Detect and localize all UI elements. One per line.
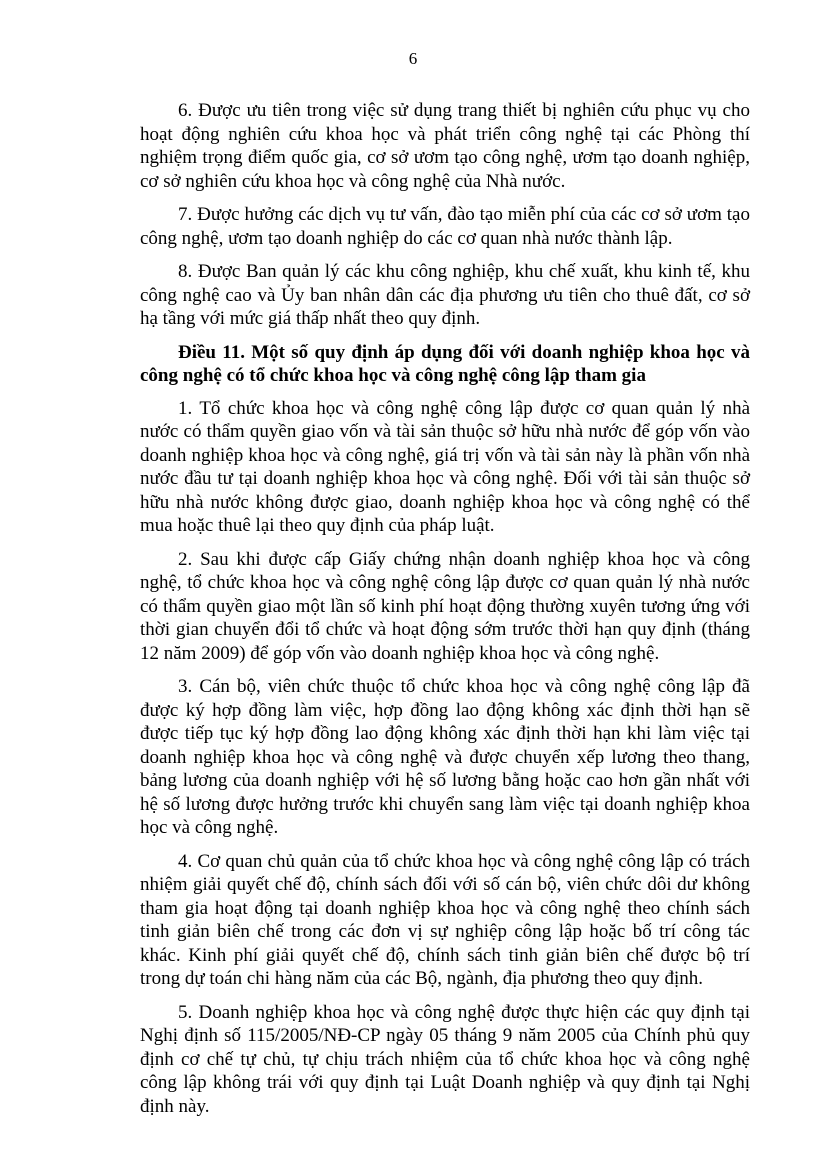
- paragraph-article-11-clause-4: 4. Cơ quan chủ quản của tổ chức khoa học và công nghệ công lập có trách nhiệm giải quyết chế độ, chính sách đối với số cán bộ, viên chức dôi dư không tham gia hoạt động tại doanh nghiệp khoa học và công nghệ theo chính sách tinh giản biên chế trong các đơn vị sự nghiệp công lập hoặc bố trí công tác khác. Kinh phí giải quyết chế độ, chính sách tinh giản biên chế được bộ trí trong dự toán chi hàng năm của các Bộ, ngành, địa phương theo quy định.: [140, 850, 750, 989]
- document-body: [140, 99, 750, 1128]
- page-number: 6: [408, 49, 418, 68]
- paragraph-clause-7: 7. Được hưởng các dịch vụ tư vấn, đào tạo miễn phí của các cơ sở ươm tạo công nghệ, ươm tạo doanh nghiệp do các cơ quan nhà nước thành lập.: [140, 204, 750, 249]
- paragraph-article-11-clause-2: 2. Sau khi được cấp Giấy chứng nhận doanh nghiệp khoa học và công nghệ, tổ chức khoa học và công nghệ công lập được cơ quan quản lý nhà nước có thẩm quyền giao một lần số kinh phí hoạt động thường xuyên tương ứng với thời gian chuyển đổi tổ chức và hoạt động sớm trước thời hạn quy định (tháng 12 năm 2009) để góp vốn vào doanh nghiệp khoa học và công nghệ.: [140, 548, 750, 664]
- paragraph-article-11-clause-5: 5. Doanh nghiệp khoa học và công nghệ được thực hiện các quy định tại Nghị định số 115/2005/NĐ-CP ngày 05 tháng 9 năm 2005 của Chính phủ quy định cơ chế tự chủ, tự chịu trách nhiệm của tổ chức khoa học và công nghệ công lập không trái với quy định tại Luật Doanh nghiệp và quy định tại Nghị định này.: [140, 1001, 750, 1117]
- paragraph-clause-8: 8. Được Ban quản lý các khu công nghiệp, khu chế xuất, khu kinh tế, khu công nghệ cao và Ủy ban nhân dân các địa phương ưu tiên cho thuê đất, cơ sở hạ tầng với mức giá thấp nhất theo quy định.: [140, 261, 750, 329]
- paragraph-article-11-clause-3: 3. Cán bộ, viên chức thuộc tổ chức khoa học và công nghệ công lập đã được ký hợp đồng làm việc, hợp đồng lao động không xác định thời hạn sẽ được tiếp tục ký hợp đồng lao động không xác định thời hạn khi làm việc tại doanh nghiệp khoa học và công nghệ và được chuyển xếp lương theo thang, bảng lương của doanh nghiệp với hệ số lương bằng hoặc cao hơn gần nhất với hệ số lương được hưởng trước khi chuyển sang làm việc tại doanh nghiệp khoa học và công nghệ.: [140, 676, 750, 838]
- article-11-heading: Điều 11. Một số quy định áp dụng đối với doanh nghiệp khoa học và công nghệ có tổ chức khoa học và công nghệ công lập tham gia: [140, 341, 750, 386]
- paragraph-article-11-clause-1: 1. Tổ chức khoa học và công nghệ công lập được cơ quan quản lý nhà nước có thẩm quyền giao vốn và tài sản thuộc sở hữu nhà nước để góp vốn vào doanh nghiệp khoa học và công nghệ, giá trị vốn và tài sản này là phần vốn nhà nước đầu tư tại doanh nghiệp khoa học và công nghệ. Đối với tài sản thuộc sở hữu nhà nước không được giao, doanh nghiệp khoa học và công nghệ có thể mua hoặc thuê lại theo quy định của pháp luật.: [140, 397, 750, 536]
- paragraph-clause-6: 6. Được ưu tiên trong việc sử dụng trang thiết bị nghiên cứu phục vụ cho hoạt động nghiên cứu khoa học và phát triển công nghệ tại các Phòng thí nghiệm trọng điểm quốc gia, cơ sở ươm tạo công nghệ, ươm tạo doanh nghiệp, cơ sở nghiên cứu khoa học và công nghệ của Nhà nước.: [140, 100, 750, 192]
